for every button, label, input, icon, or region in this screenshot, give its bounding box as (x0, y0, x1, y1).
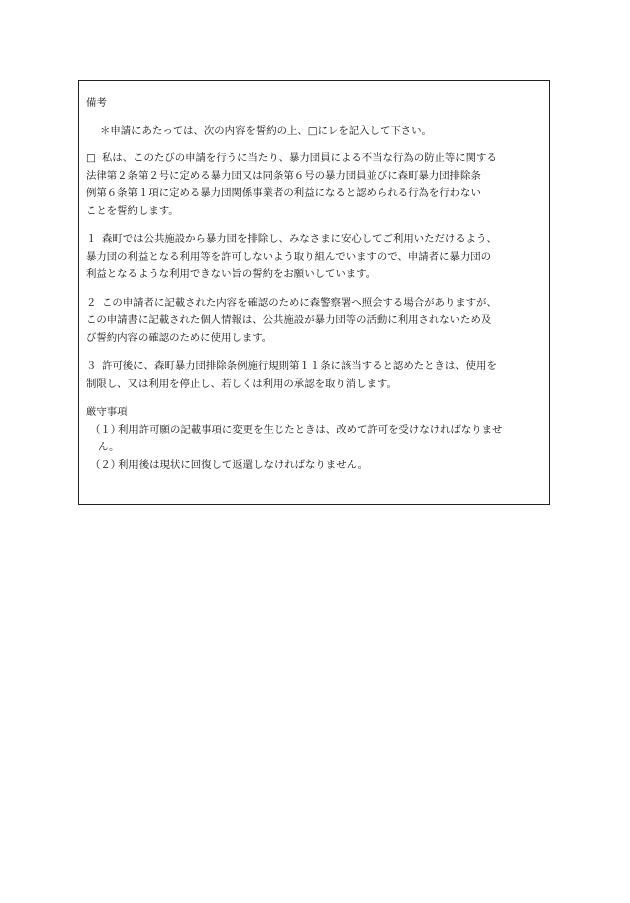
pledge-line: 法律第２条第２号に定める暴力団又は同条第６号の暴力団員並びに森町暴力団排除条 (86, 169, 481, 182)
remark-line: この申請書に記載された個人情報は、公共施設が暴力団等の活動に利用されないため及 (86, 314, 492, 326)
remark-line: 暴力団の利益となる利用等を許可しないよう取り組んでいますので、申請者に暴力団の (86, 250, 492, 263)
remark-line: 制限し、又は利用を停止し、若しくは利用の承認を取り消します。 (86, 377, 397, 390)
pledge-line: 例第６条第１項に定める暴力団関係事業者の利益になると認められる行為を行わない (86, 187, 481, 199)
compliance-line: ん。 (98, 441, 120, 453)
pledge-checkbox[interactable]: □ (86, 152, 96, 164)
remark-line: 森町では公共施設から暴力団を排除し、みなさまに安心してご利用いただけるよう、 (102, 233, 497, 245)
remark-number: ２ (86, 296, 97, 309)
remark-line: 利益となるような利用できない旨の誓約をお願いしています。 (86, 268, 377, 280)
remarks-heading: 備考 (86, 97, 107, 109)
remark-line: 許可後に、森町暴力団排除条例施行規則第１１条に該当すると認めたときは、使用を (102, 360, 497, 372)
remarks-box (78, 80, 550, 505)
compliance-line: 利用後は現状に回復して返還しなければなりません。 (118, 458, 368, 471)
pledge-statement (86, 150, 543, 220)
compliance-line: 利用許可願の記載事項に変更を生じたときは、改めて許可を受けなければなりませ (118, 423, 503, 436)
compliance-item-2 (86, 457, 543, 475)
compliance-heading: 厳守事項 (86, 406, 128, 418)
pledge-notice: ＊申請にあたっては、次の内容を誓約の上、□にレを記入して下さい。 (100, 124, 432, 137)
compliance-item-1 (86, 422, 543, 457)
pledge-line: 私は、このたびの申請を行うに当たり、暴力団員による不当な行為の防止等に関する (102, 152, 497, 164)
compliance-number: （１） (90, 423, 122, 436)
remark-item-1 (86, 231, 543, 284)
pledge-line: ことを誓約します。 (86, 204, 179, 217)
remark-line: この申請者に記載された内容を確認のために森警察署へ照会する場合がありますが、 (102, 296, 497, 309)
remark-line: び誓約内容の確認のために使用します。 (86, 331, 273, 344)
remark-item-2 (86, 295, 543, 348)
remark-number: １ (86, 233, 97, 245)
remark-item-3 (86, 358, 543, 393)
compliance-number: （２） (90, 458, 122, 471)
remark-number: ３ (86, 360, 97, 372)
